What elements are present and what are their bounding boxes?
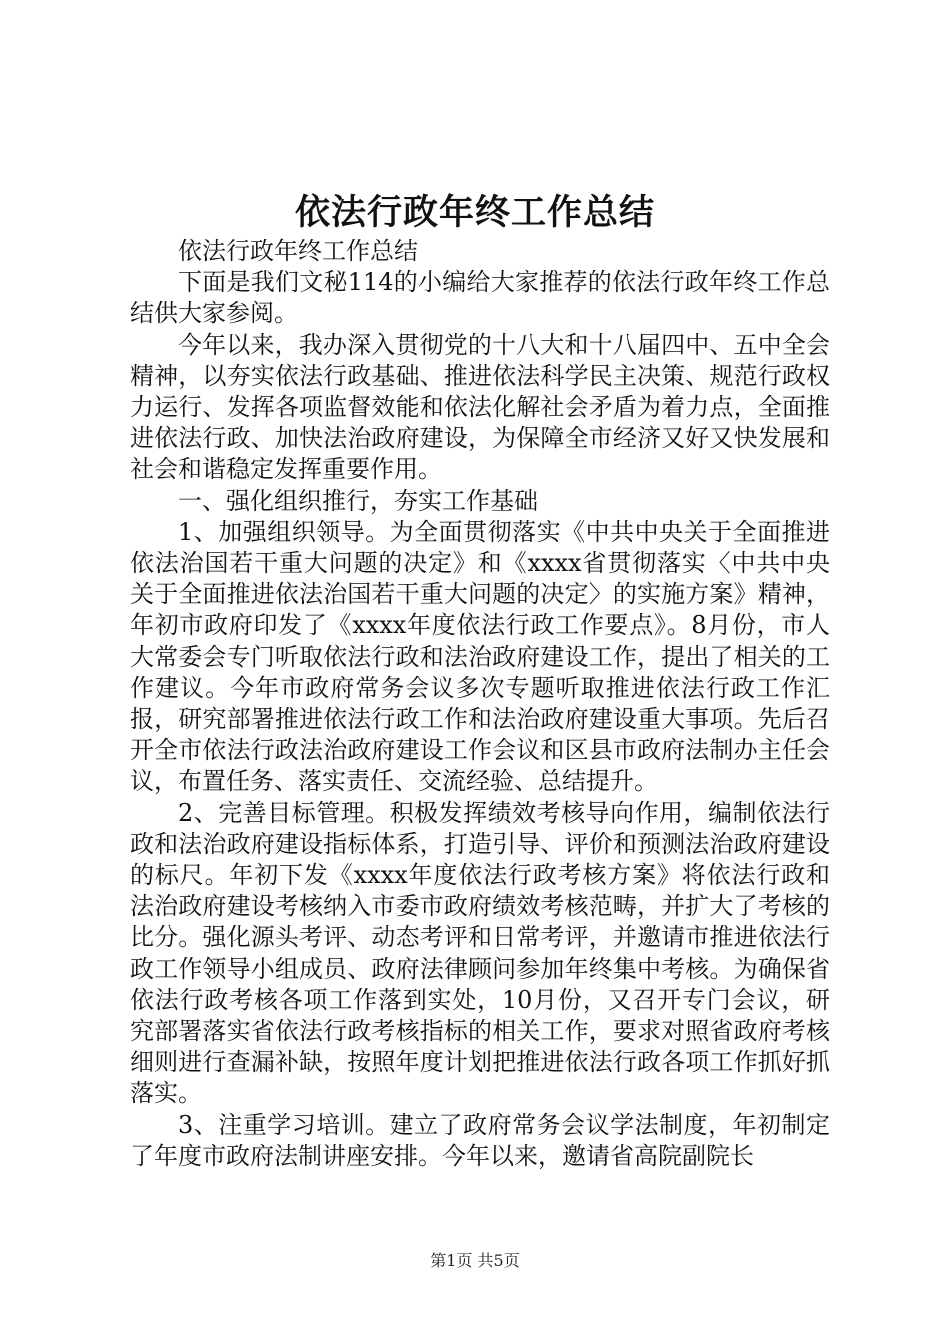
document-title: 依法行政年终工作总结 xyxy=(294,192,655,233)
paragraph-item-1: 1、加强组织领导。为全面贯彻落实《中共中央关于全面推进依法治国若干重大问题的决定》和《xxxx省贯彻落实〈中共中央关于全面推进依法治国若干重大问题的决定〉的实施方案》精神，年初市政府印发了《xxxx年度依法行政工作要点》。8月份，市人大常委会专门听取依法行政和法治政府建设工作，提出了相关的工作建议。今年市政府常务会议多次专题听取推进依法行政工作汇报，研究部署推进依法行政工作和法治政府建设重大事项。先后召开全市依法行政法治政府建设工作会议和区县市政府法制办主任会议，布置任务、落实责任、交流经验、总结提升。 xyxy=(130,517,830,796)
section-heading-1: 一、强化组织推行，夯实工作基础 xyxy=(178,486,538,515)
page-footer: 第1页 共5页 xyxy=(430,1251,520,1270)
paragraph-subtitle: 依法行政年终工作总结 xyxy=(178,237,418,265)
paragraph-intro: 下面是我们文秘114的小编给大家推荐的依法行政年终工作总结供大家参阅。 xyxy=(130,268,830,328)
paragraph-overview: 今年以来，我办深入贯彻党的十八大和十八届四中、五中全会精神，以夯实依法行政基础、推进依法科学民主决策、规范行政权力运行、发挥各项监督效能和依法化解社会矛盾为着力点，全面推进依法行政、加快法治政府建设，为保障全市经济又好又快发展和社会和谐稳定发挥重要作用。 xyxy=(130,330,830,484)
paragraph-item-2: 2、完善目标管理。积极发挥绩效考核导向作用，编制依法行政和法治政府建设指标体系，打造引导、评价和预测法治政府建设的标尺。年初下发《xxxx年度依法行政考核方案》将依法行政和法治政府建设考核纳入市委市政府绩效考核范畴，并扩大了考核的比分。强化源头考评、动态考评和日常考评，并邀请市推进依法行政工作领导小组成员、政府法律顾问参加年终集中考核。为确保省依法行政考核各项工作落到实处，10月份，又召开专门会议，研究部署落实省依法行政考核指标的相关工作，要求对照省政府考核细则进行查漏补缺，按照年度计划把推进依法行政各项工作抓好抓落实。 xyxy=(130,798,830,1108)
paragraph-item-3: 3、注重学习培训。建立了政府常务会议学法制度，年初制定了年度市政府法制讲座安排。今年以来，邀请省高院副院长 xyxy=(130,1110,830,1170)
document-body xyxy=(130,236,830,1172)
